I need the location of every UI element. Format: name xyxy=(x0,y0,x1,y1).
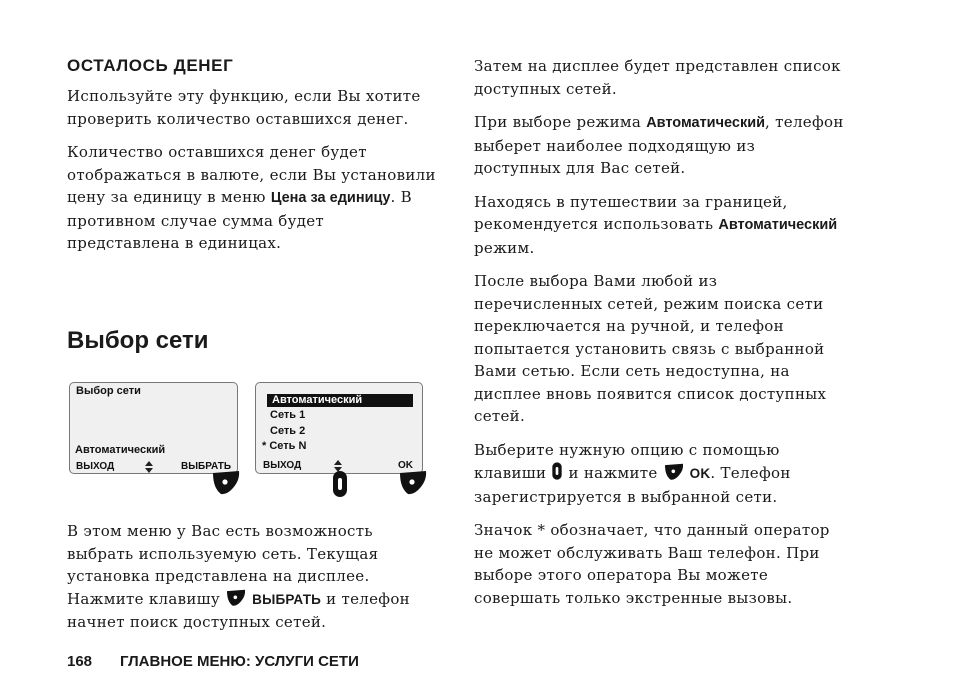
network-option: Сеть 2 xyxy=(270,425,306,437)
section-heading: ОСТАЛОСЬ ДЕНЕГ xyxy=(67,56,234,75)
paragraph xyxy=(67,520,437,634)
text-span: Выберите нужную опцию с помощью клавиши xyxy=(474,440,780,482)
right-softkey-label: ВЫБРАТЬ xyxy=(181,461,232,472)
paragraph: После выбора Вами любой из перечисленных сетей, режим поиска сети переключается на ручной, и телефон попытается установить связь с выбранной Вами сетью. Если сеть недоступна, на дисплее вновь появится список доступных сетей. xyxy=(474,272,827,425)
left-bottom xyxy=(67,520,437,645)
text-span: Количество оставшихся денег будет отображаться в валюте, если Вы установили цену за единицу в меню xyxy=(67,143,436,206)
menu-term: Цена за единицу xyxy=(270,190,391,206)
right-column xyxy=(474,55,844,620)
right-softkey-label: OK xyxy=(398,460,413,471)
network-option: Сеть 1 xyxy=(270,409,306,421)
paragraph xyxy=(474,439,844,509)
page-footer xyxy=(67,652,359,672)
menu-term: Автоматический xyxy=(718,217,838,233)
softkey-icon xyxy=(211,470,241,496)
network-option: * Сеть N xyxy=(262,440,307,452)
menu-term: OK xyxy=(689,466,711,481)
paragraph xyxy=(474,191,844,260)
text-span: режим. xyxy=(474,238,535,257)
paragraph xyxy=(474,111,844,180)
menu-term: ВЫБРАТЬ xyxy=(252,591,322,607)
nav-key-icon xyxy=(551,461,563,481)
phone-screen-1 xyxy=(69,382,238,474)
paragraph: Значок * обозначает, что данный оператор не может обслуживать Ваш телефон. При выборе этого оператора Вы можете совершать только экстренные вызовы. xyxy=(474,521,830,607)
paragraph xyxy=(67,141,437,255)
text-span: . В противном случае сумма будет представлена в единицах. xyxy=(67,188,412,252)
text-span: и нажмите xyxy=(563,464,663,482)
text-span: , телефон выберет наиболее подходящую из доступных для Вас сетей. xyxy=(474,113,844,177)
softkey-icon xyxy=(225,589,247,607)
text-span: Находясь в путешествии за границей, рекомендуется использовать xyxy=(474,192,788,233)
paragraph: Используйте эту функцию, если Вы хотите проверить количество оставшихся денег. xyxy=(67,87,421,128)
page-title: Выбор сети xyxy=(67,327,209,354)
text-span: и телефон начнет поиск доступных сетей. xyxy=(67,589,410,631)
left-softkey-label: ВЫХОД xyxy=(76,461,115,472)
softkey-icon xyxy=(663,463,685,481)
phone-screen-2 xyxy=(255,382,423,474)
text-span: . Телефон зарегистрируется в выбранной сети. xyxy=(474,464,791,506)
up-down-arrows-icon xyxy=(145,461,153,473)
network-option-selected: Автоматический xyxy=(267,394,413,407)
menu-term: Автоматический xyxy=(646,115,766,131)
chapter-title: ГЛАВНОЕ МЕНЮ: УСЛУГИ СЕТИ xyxy=(120,653,359,670)
text-span: При выборе режима xyxy=(474,113,647,131)
left-softkey-label: ВЫХОД xyxy=(263,460,302,471)
screen-title: Выбор сети xyxy=(76,385,141,397)
left-column xyxy=(67,55,437,266)
nav-key-icon xyxy=(331,470,349,498)
page-number: 168 xyxy=(67,653,93,670)
text-span: В этом меню у Вас есть возможность выбрать используемую сеть. Текущая установка представлена на дисплее. Нажмите клавишу xyxy=(67,522,379,608)
softkey-icon xyxy=(398,470,428,496)
paragraph: Затем на дисплее будет представлен список доступных сетей. xyxy=(474,57,841,98)
screen-value: Автоматический xyxy=(75,444,166,456)
